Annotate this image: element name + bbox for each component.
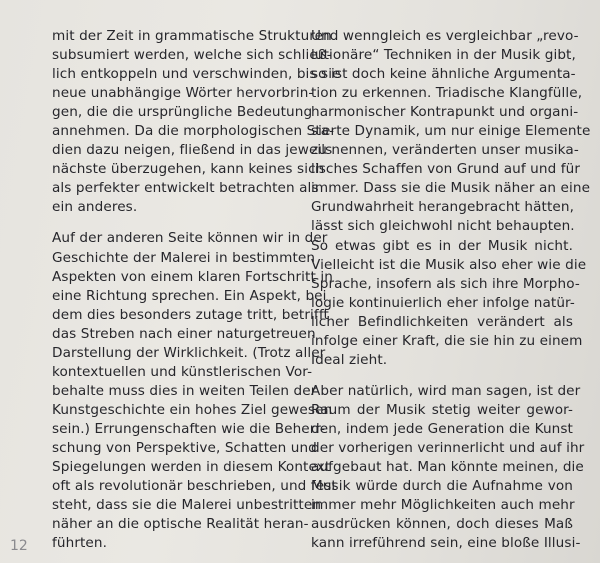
text-line: mit der Zeit in grammatische Strukturen <box>52 28 332 44</box>
text-line: behalte muss dies in weiten Teilen der <box>52 382 317 399</box>
text-line: ein anderes. <box>52 199 138 216</box>
text-line: Und wenngleich es vergleichbar „revo- <box>311 28 579 44</box>
text-line: annehmen. Da die morphologischen Sta- <box>52 123 335 140</box>
text-line: So etwas gibt es in der Musik nicht. <box>311 237 573 254</box>
text-line: Auf der anderen Seite können wir in der <box>52 230 328 247</box>
text-line: Spiegelungen werden in diesem Kontext <box>52 459 331 476</box>
text-line: logie kontinuierlich eher infolge natür- <box>311 294 575 311</box>
paragraph <box>52 27 341 217</box>
paragraph-gap <box>52 217 299 229</box>
text-line: Kunstgeschichte ein hohes Ziel gewesen <box>52 401 333 418</box>
text-line: Vielleicht ist die Musik also eher wie die <box>311 256 587 273</box>
text-line: Aber natürlich, wird man sagen, ist der <box>311 382 581 399</box>
paragraph <box>311 27 591 370</box>
text-line: sierte Dynamik, um nur einige Elemente <box>311 123 591 140</box>
text-line: Sprache, insofern als sich ihre Morpho- <box>311 275 580 292</box>
text-line: gen, die die ursprüngliche Bedeutung <box>52 104 313 121</box>
text-line: lisches Schaffen von Grund auf und für <box>311 161 581 178</box>
text-line: dien dazu neigen, fließend in das jeweils <box>52 142 333 159</box>
text-line: Grundwahrheit herangebracht hätten, <box>311 199 575 216</box>
text-line: das Streben nach einer naturgetreuen <box>52 325 316 342</box>
text-line: führten. <box>52 535 108 552</box>
text-line: steht, dass sie die Malerei unbestritten <box>52 497 322 514</box>
text-line: kontextuellen und künstlerischen Vor- <box>52 363 313 380</box>
text-line: Darstellung der Wirklichkeit. (Trotz aller <box>52 344 326 361</box>
paragraph <box>52 229 337 553</box>
text-line: Ideal zieht. <box>311 351 388 368</box>
text-line: Musik würde durch die Aufnahme von <box>311 478 573 495</box>
text-line: Aspekten von einem klaren Fortschritt in <box>52 268 333 285</box>
text-line: nächste überzugehen, kann keines sich <box>52 161 325 178</box>
text-line: schung von Perspektive, Schatten und <box>52 439 317 456</box>
text-line: licher Befindlichkeiten verändert als <box>311 313 573 330</box>
text-line: Geschichte der Malerei in bestimmten <box>52 249 316 266</box>
text-line: lässt sich gleichwohl nicht behaupten. <box>311 218 575 235</box>
text-line: tion zu erkennen. Triadische Klangfülle, <box>311 85 583 102</box>
text-line: ausdrücken können, doch dieses Maß <box>311 516 573 533</box>
text-line: harmonischer Kontrapunkt und organi- <box>311 104 579 121</box>
text-line: oft als revolutionär beschrieben, und fest <box>52 478 337 495</box>
text-line: aufgebaut hat. Man könnte meinen, die <box>311 459 584 476</box>
text-line: Raum der Musik stetig weiter gewor- <box>311 401 573 418</box>
text-line: sein.) Errungenschaften wie die Beherr- <box>52 420 326 437</box>
paragraph-gap <box>311 370 573 382</box>
left-text-column <box>52 27 341 553</box>
text-line: immer. Dass sie die Musik näher an eine <box>311 180 591 197</box>
page-number: 12 <box>10 538 28 554</box>
text-line: näher an die optische Realität heran- <box>52 516 309 533</box>
text-line: kann irreführend sein, eine bloße Illusi- <box>311 535 581 552</box>
text-line: der vorherigen verinnerlicht und auf ihr <box>311 439 585 456</box>
text-line: immer mehr Möglichkeiten auch mehr <box>311 497 575 514</box>
text-line: lutionäre“ Techniken in der Musik gibt, <box>311 47 576 64</box>
right-text-column <box>311 27 591 553</box>
text-line: lich entkoppeln und verschwinden, bis sie <box>52 66 341 83</box>
text-line: den, indem jede Generation die Kunst <box>311 420 573 437</box>
text-line: eine Richtung sprechen. Ein Aspekt, bei <box>52 287 327 304</box>
text-line: als perfekter entwickelt betrachten als <box>52 180 319 197</box>
text-line: infolge einer Kraft, die sie hin zu einem <box>311 332 583 349</box>
text-line: dem dies besonders zutage tritt, betrifft <box>52 306 329 323</box>
paragraph <box>311 382 585 553</box>
text-line: so ist doch keine ähnliche Argumenta- <box>311 66 576 83</box>
text-line: neue unabhängige Wörter hervorbrin- <box>52 85 314 102</box>
text-line: subsumiert werden, welche sich schließ- <box>52 47 332 64</box>
text-line: zu nennen, veränderten unser musika- <box>311 142 579 159</box>
